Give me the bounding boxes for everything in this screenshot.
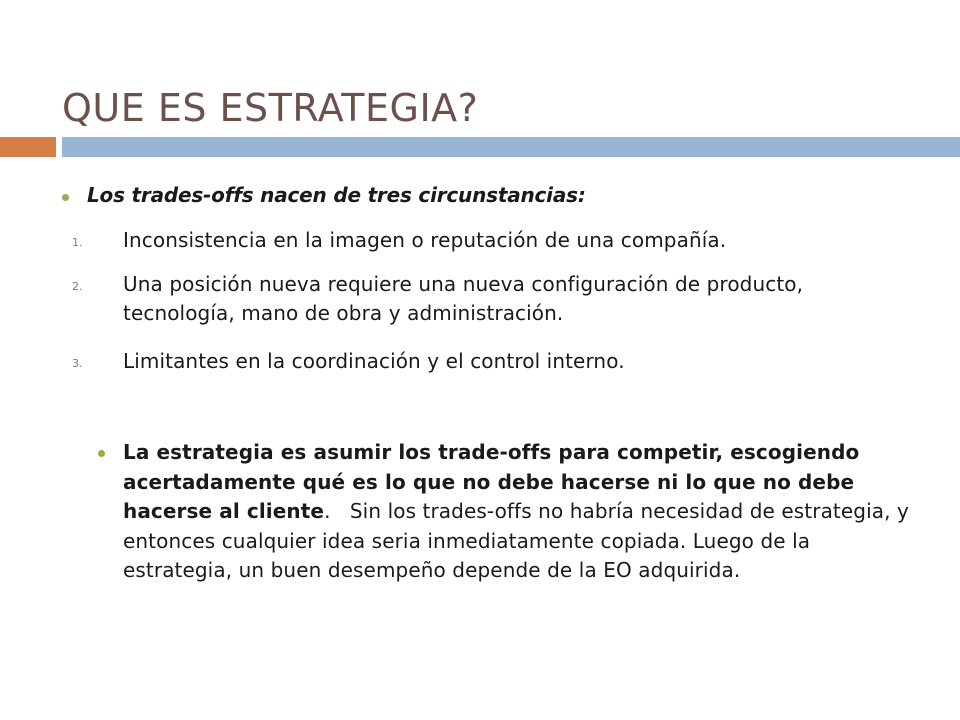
item-number: 2. bbox=[72, 280, 83, 293]
list-item: Limitantes en la coordinación y el control interno. bbox=[123, 349, 625, 373]
intro-bullet-text: Los trades-offs nacen de tres circunstancias: bbox=[87, 183, 586, 207]
item-number: 3. bbox=[72, 357, 83, 370]
bullet-icon bbox=[98, 450, 105, 457]
bullet-icon bbox=[62, 194, 69, 201]
list-item: Una posición nueva requiere una nueva configuración de producto, tecnología, mano de obra y administración. bbox=[123, 272, 804, 325]
list-item: Inconsistencia en la imagen o reputación de una compañía. bbox=[123, 228, 727, 252]
main-paragraph bbox=[123, 438, 916, 586]
item-number: 1. bbox=[72, 236, 83, 249]
slide-title: QUE ES ESTRATEGIA? bbox=[62, 86, 479, 130]
paragraph-bold-text: La estrategia es asumir los trade-offs para competir, escogiendo acertadamente qué es lo que no debe hacerse ni lo que no debe hacerse al cliente bbox=[123, 440, 860, 523]
paragraph-regular-text: . Sin los trades-offs no habría necesidad de estrategia, y entonces cualquier idea seria inmediatamente copiada. Luego de la estrategia, un buen desempeño depende de la EO adquirida. bbox=[123, 499, 916, 582]
